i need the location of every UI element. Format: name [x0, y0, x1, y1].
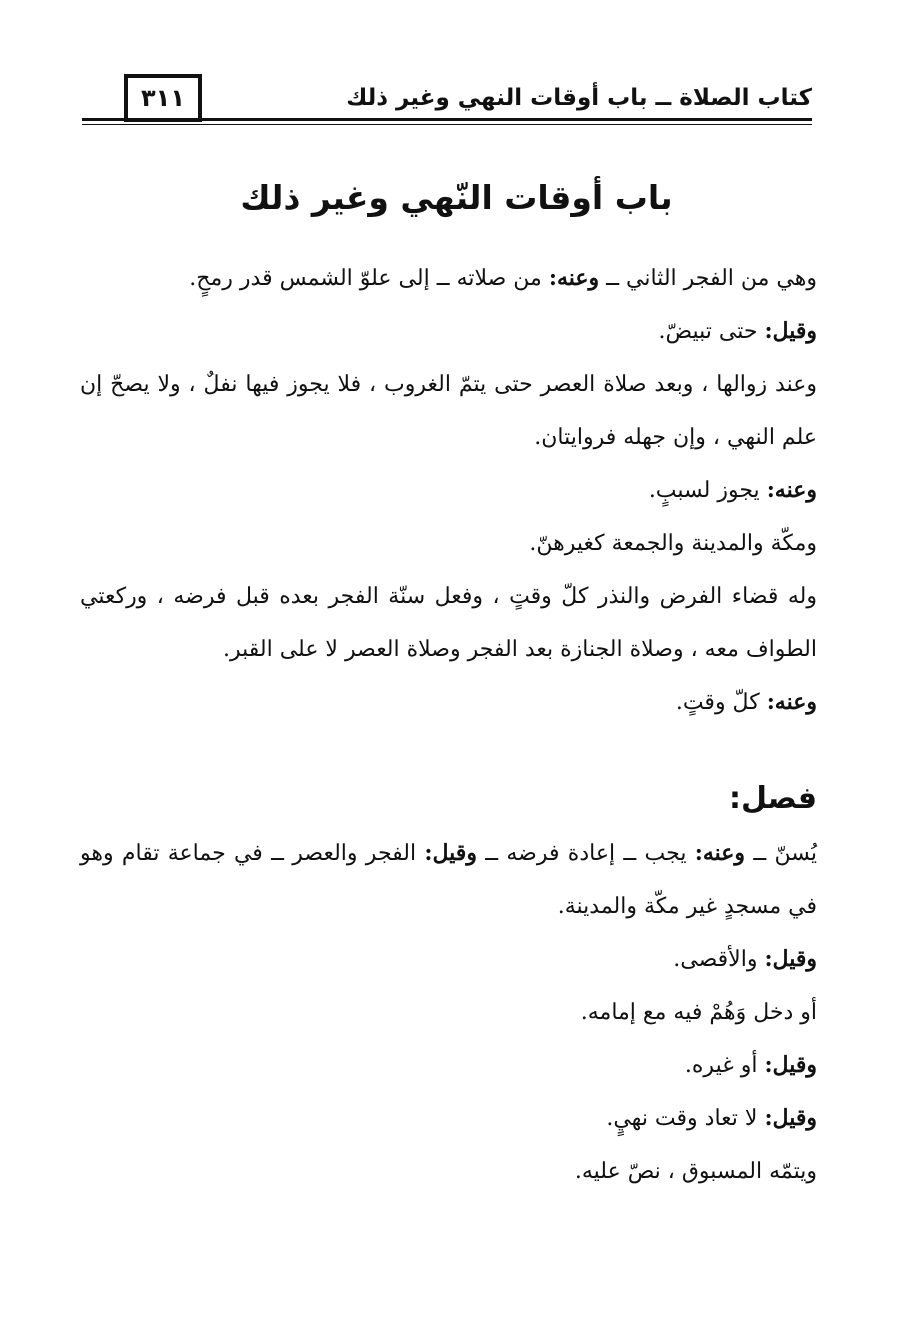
paragraph: ومكّة والمدينة والجمعة كغيرهنّ.: [529, 531, 817, 556]
paragraph: [80, 933, 817, 986]
body-text: [80, 252, 817, 1198]
header-title: كتاب الصلاة ــ باب أوقات النهي وغير ذلك: [336, 82, 812, 114]
text-run: وهي من الفجر الثاني ــ: [599, 266, 817, 291]
text-run: الفجر والعصر ــ في جماعة تقام وهو في مسجدٍ غير مكّة والمدينة.: [80, 841, 817, 919]
paragraph: ويتمّه المسبوق ، نصّ عليه.: [574, 1159, 817, 1184]
keyword: وقيل:: [764, 1052, 817, 1078]
paragraph: [80, 1039, 817, 1092]
keyword: وقيل:: [764, 318, 817, 344]
text-run: والأقصى.: [673, 947, 765, 972]
text-run: حتى تبيضّ.: [658, 319, 765, 344]
paragraph: [80, 1092, 817, 1145]
text-run: يجب ــ إعادة فرضه ــ: [476, 841, 695, 866]
paragraph: وله قضاء الفرض والنذر كلّ وقتٍ ، وفعل سنّة الفجر بعده قبل فرضه ، وركعتي الطواف معه ، وصلاة الجنازة بعد الفجر وصلاة العصر لا على القبر.: [80, 584, 817, 662]
text-run: لا تعاد وقت نهيٍ.: [606, 1106, 765, 1131]
text-run: يجوز لسببٍ.: [648, 478, 767, 503]
paragraph: [80, 305, 817, 358]
keyword: وعنه:: [766, 689, 817, 715]
keyword: وقيل:: [764, 946, 817, 972]
page-number: ٣١١: [124, 74, 202, 122]
keyword: وقيل:: [424, 840, 477, 866]
text-run: يُسنّ ــ: [745, 841, 817, 866]
text-run: أو غيره.: [684, 1053, 765, 1078]
text-run: كلّ وقتٍ.: [675, 690, 767, 715]
paragraph: وعند زوالها ، وبعد صلاة العصر حتى يتمّ الغروب ، فلا يجوز فيها نفلٌ ، ولا يصحّ إن علم النهي ، وإن جهله فروايتان.: [80, 372, 817, 450]
paragraph: [80, 464, 817, 517]
keyword: وعنه:: [766, 477, 817, 503]
paragraph: [80, 676, 817, 729]
chapter-title: باب أوقات النّهي وغير ذلك: [240, 178, 673, 217]
text-run: من صلاته ــ إلى علوّ الشمس قدر رمحٍ.: [189, 266, 549, 291]
keyword: وعنه:: [694, 840, 746, 866]
paragraph: أو دخل وَهُمْ فيه مع إمامه.: [580, 1000, 817, 1025]
running-header: [82, 74, 812, 130]
keyword: وعنه:: [548, 265, 600, 291]
header-rule-thin: [82, 124, 812, 125]
paragraph: [80, 827, 817, 933]
section-heading: فصل:: [729, 781, 817, 816]
paragraph: [80, 252, 817, 305]
keyword: وقيل:: [764, 1105, 817, 1131]
